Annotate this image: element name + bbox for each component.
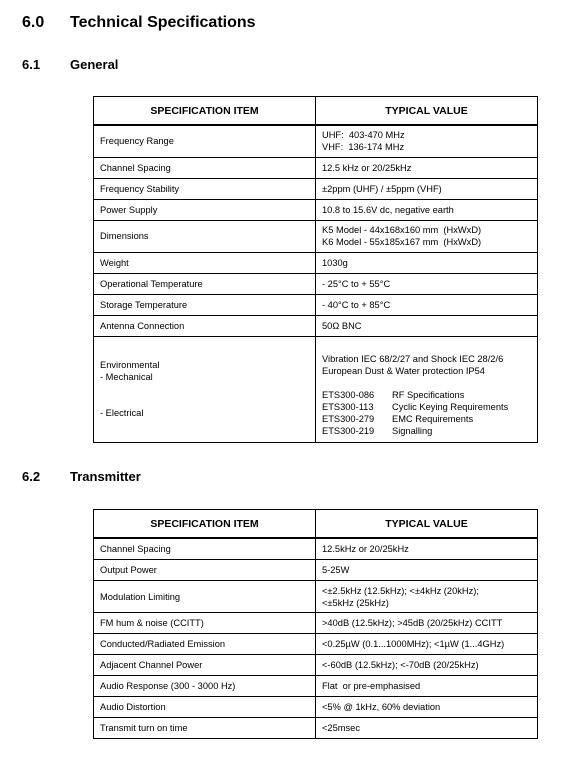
electrical-standard <box>322 425 531 437</box>
general-spec-table <box>93 96 538 443</box>
table-row <box>94 697 538 718</box>
electrical-label: - Electrical <box>100 408 144 418</box>
spec-item-cell: Frequency Stability <box>94 178 316 199</box>
table-row <box>94 336 538 442</box>
mechanical-value-line: Vibration IEC 68/2/27 and Shock IEC 28/2/6 <box>322 354 504 364</box>
table-row <box>94 581 538 613</box>
spec-item-cell: Operational Temperature <box>94 273 316 294</box>
spec-value-line: <5% @ 1kHz, 60% deviation <box>322 702 441 712</box>
spec-value-line: K5 Model - 44x168x160 mm (HxWxD) <box>322 225 482 235</box>
spec-value-line: 1030g <box>322 257 348 268</box>
spec-item-cell: Modulation Limiting <box>94 581 316 613</box>
table-row <box>94 634 538 655</box>
spec-value-line: - 40°C to + 85°C <box>322 299 391 310</box>
spec-value-cell <box>316 655 538 676</box>
spec-item-cell: Dimensions <box>94 220 316 252</box>
table-row <box>94 294 538 315</box>
table-row <box>94 220 538 252</box>
transmitter-table-body <box>94 538 538 739</box>
environmental-label: Environmental <box>100 360 160 370</box>
standard-description: RF Specifications <box>392 390 465 400</box>
electrical-standard <box>322 389 531 401</box>
spec-value-line: <±5kHz (25kHz) <box>322 597 389 608</box>
spec-item-cell: Audio Response (300 - 3000 Hz) <box>94 676 316 697</box>
spec-item-cell: Adjacent Channel Power <box>94 655 316 676</box>
spec-value-cell <box>316 697 538 718</box>
table-row <box>94 273 538 294</box>
standard-code: ETS300-279 <box>322 414 375 424</box>
environmental-item-cell <box>94 336 316 442</box>
spec-value-cell <box>316 178 538 199</box>
spec-value-cell <box>316 199 538 220</box>
spec-value-cell <box>316 538 538 560</box>
table-row <box>94 560 538 581</box>
spec-value-cell <box>316 125 538 157</box>
standard-code: ETS300-219 <box>322 426 375 436</box>
transmitter-spec-table <box>93 509 538 739</box>
spec-value-line: K6 Model - 55x185x167 mm (HxWxD) <box>322 237 482 247</box>
mechanical-value-line: European Dust & Water protection IP54 <box>322 366 485 376</box>
table-row <box>94 676 538 697</box>
gap <box>322 341 531 353</box>
spec-value-cell <box>316 157 538 178</box>
spec-item-cell: Transmit turn on time <box>94 718 316 739</box>
standard-code: ETS300-086 <box>322 390 375 400</box>
spec-value-line: 5-25W <box>322 565 350 575</box>
table-row <box>94 538 538 560</box>
electrical-standard <box>322 413 531 425</box>
table-row <box>94 655 538 676</box>
spec-item-cell: Conducted/Radiated Emission <box>94 634 316 655</box>
general-header-item: SPECIFICATION ITEM <box>94 97 316 126</box>
spec-value-cell <box>316 613 538 634</box>
general-table-body <box>94 125 538 442</box>
general-title: General <box>70 57 119 72</box>
spec-value-line: - 25°C to + 55°C <box>322 278 391 289</box>
section-title: Technical Specifications <box>70 14 256 31</box>
spec-item-cell: Antenna Connection <box>94 315 316 336</box>
table-row <box>94 718 538 739</box>
spec-value-cell <box>316 676 538 697</box>
spec-value-cell <box>316 634 538 655</box>
spec-item-cell: Channel Spacing <box>94 538 316 560</box>
environmental-value-cell <box>316 336 538 442</box>
standard-description: Cyclic Keying Requirements <box>392 402 509 412</box>
spec-value-line: >40dB (12.5kHz); >45dB (20/25kHz) CCITT <box>322 618 503 628</box>
spec-value-line: 12.5 kHz or 20/25kHz <box>322 162 412 173</box>
spec-value-line: <0.25µW (0.1...1000MHz); <1µW (1...4GHz) <box>322 639 505 649</box>
spec-value-cell <box>316 718 538 739</box>
spec-value-cell <box>316 252 538 273</box>
table-row <box>94 252 538 273</box>
table-row <box>94 157 538 178</box>
table-row <box>94 178 538 199</box>
spec-value-line: 50Ω BNC <box>322 320 362 331</box>
spec-item-cell: Frequency Range <box>94 125 316 157</box>
spec-item-cell: Weight <box>94 252 316 273</box>
spec-value-line: <-60dB (12.5kHz); <-70dB (20/25kHz) <box>322 660 479 670</box>
spec-item-cell: Channel Spacing <box>94 157 316 178</box>
spec-item-cell: Storage Temperature <box>94 294 316 315</box>
spec-item-cell: FM hum & noise (CCITT) <box>94 613 316 634</box>
spec-value-line: 10.8 to 15.6V dc, negative earth <box>322 204 454 215</box>
gap <box>322 377 531 389</box>
spec-value-line: VHF: 136-174 MHz <box>322 142 405 153</box>
transmitter-header-value: TYPICAL VALUE <box>316 510 538 539</box>
table-row <box>94 613 538 634</box>
spec-item-cell: Output Power <box>94 560 316 581</box>
spec-value-cell <box>316 315 538 336</box>
electrical-standard <box>322 401 531 413</box>
spec-value-line: UHF: 403-470 MHz <box>322 130 405 141</box>
spec-item-cell: Audio Distortion <box>94 697 316 718</box>
spec-value-line: <±2.5kHz (12.5kHz); <±4kHz (20kHz); <box>322 585 479 596</box>
table-row <box>94 199 538 220</box>
spec-value-cell <box>316 560 538 581</box>
transmitter-number: 6.2 <box>22 469 41 484</box>
standard-description: Signalling <box>392 426 433 436</box>
table-row <box>94 125 538 157</box>
spec-value-line: 12.5kHz or 20/25kHz <box>322 544 409 554</box>
spec-value-line: <25msec <box>322 723 360 733</box>
standard-description: EMC Requirements <box>392 414 474 424</box>
general-header-value: TYPICAL VALUE <box>316 97 538 126</box>
spec-value-cell <box>316 294 538 315</box>
mechanical-label: - Mechanical <box>100 372 153 382</box>
transmitter-header-item: SPECIFICATION ITEM <box>94 510 316 539</box>
gap <box>100 383 309 407</box>
general-number: 6.1 <box>22 57 41 72</box>
section-number: 6.0 <box>22 14 45 31</box>
standard-code: ETS300-113 <box>322 402 374 412</box>
spec-item-cell: Power Supply <box>94 199 316 220</box>
transmitter-title: Transmitter <box>70 469 141 484</box>
spec-value-cell <box>316 273 538 294</box>
spec-value-cell <box>316 581 538 613</box>
spec-value-cell <box>316 220 538 252</box>
spec-value-line: Flat or pre-emphasised <box>322 681 421 691</box>
spec-value-line: ±2ppm (UHF) / ±5ppm (VHF) <box>322 183 442 194</box>
table-row <box>94 315 538 336</box>
